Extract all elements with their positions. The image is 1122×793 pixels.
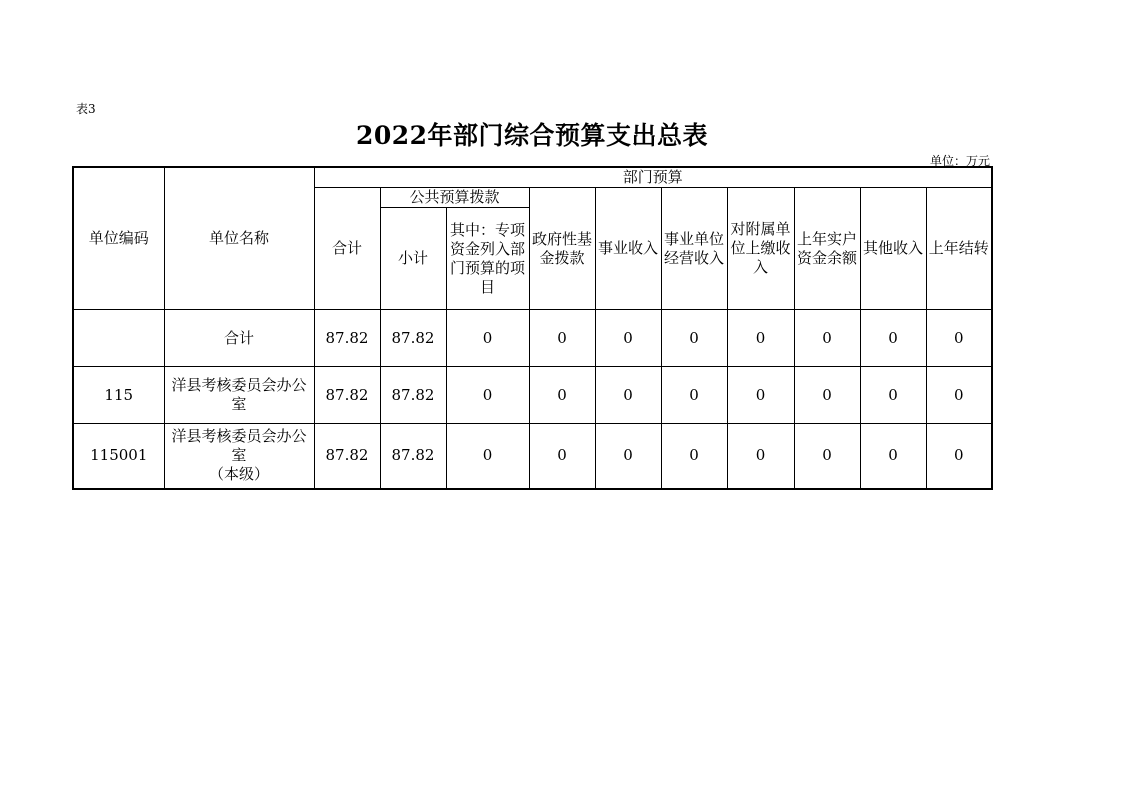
header-name: 单位名称 bbox=[164, 167, 314, 310]
cell-total: 87.82 bbox=[314, 367, 380, 424]
cell-business-income: 0 bbox=[595, 424, 661, 489]
page-title: 2022年部门综合预算支出总表 bbox=[355, 121, 709, 150]
cell-total: 87.82 bbox=[314, 424, 380, 489]
cell-subtotal: 87.82 bbox=[380, 424, 446, 489]
unit-label: 单位：万元 bbox=[929, 154, 990, 168]
cell-gov-fund: 0 bbox=[529, 310, 595, 367]
table-number: 表3 bbox=[76, 102, 96, 116]
header-other-income: 其他收入 bbox=[860, 188, 926, 310]
cell-name-sub: （本级） bbox=[208, 465, 269, 484]
cell-prior-balance: 0 bbox=[794, 367, 860, 424]
cell-business-income: 0 bbox=[595, 310, 661, 367]
table-row bbox=[73, 367, 992, 424]
header-public-alloc: 公共预算拨款 bbox=[380, 188, 529, 208]
cell-code: 115 bbox=[73, 367, 164, 424]
cell-name bbox=[164, 424, 314, 489]
cell-subordinate-income: 0 bbox=[727, 424, 794, 489]
cell-subtotal: 87.82 bbox=[380, 367, 446, 424]
cell-operating-income: 0 bbox=[661, 310, 727, 367]
cell-carryover: 0 bbox=[926, 367, 992, 424]
cell-special-funds: 0 bbox=[446, 424, 529, 489]
cell-name: 洋县考核委员会办公室 bbox=[164, 367, 314, 424]
cell-other-income: 0 bbox=[860, 424, 926, 489]
cell-operating-income: 0 bbox=[661, 367, 727, 424]
cell-name-main: 洋县考核委员会办公室 bbox=[171, 427, 307, 465]
cell-special-funds: 0 bbox=[446, 310, 529, 367]
header-business-income: 事业收入 bbox=[595, 188, 661, 310]
header-gov-fund: 政府性基金拨款 bbox=[529, 188, 595, 310]
cell-carryover: 0 bbox=[926, 424, 992, 489]
header-row-1 bbox=[73, 167, 992, 188]
header-special-funds: 其中：专项资金列入部门预算的项目 bbox=[446, 208, 529, 310]
cell-carryover: 0 bbox=[926, 310, 992, 367]
cell-business-income: 0 bbox=[595, 367, 661, 424]
cell-subordinate-income: 0 bbox=[727, 367, 794, 424]
cell-other-income: 0 bbox=[860, 310, 926, 367]
budget-table bbox=[72, 166, 993, 490]
cell-code bbox=[73, 310, 164, 367]
table-row bbox=[73, 424, 992, 489]
cell-gov-fund: 0 bbox=[529, 424, 595, 489]
cell-subordinate-income: 0 bbox=[727, 310, 794, 367]
header-carryover: 上年结转 bbox=[926, 188, 992, 310]
cell-subtotal: 87.82 bbox=[380, 310, 446, 367]
header-code: 单位编码 bbox=[73, 167, 164, 310]
cell-special-funds: 0 bbox=[446, 367, 529, 424]
cell-operating-income: 0 bbox=[661, 424, 727, 489]
cell-other-income: 0 bbox=[860, 367, 926, 424]
header-dept-budget: 部门预算 bbox=[314, 167, 992, 188]
header-subtotal: 小计 bbox=[380, 208, 446, 310]
table-row bbox=[73, 310, 992, 367]
header-subordinate-income: 对附属单位上缴收入 bbox=[727, 188, 794, 310]
header-operating-income: 事业单位经营收入 bbox=[661, 188, 727, 310]
header-total: 合计 bbox=[314, 188, 380, 310]
cell-prior-balance: 0 bbox=[794, 310, 860, 367]
cell-total: 87.82 bbox=[314, 310, 380, 367]
cell-prior-balance: 0 bbox=[794, 424, 860, 489]
cell-name: 合计 bbox=[164, 310, 314, 367]
cell-gov-fund: 0 bbox=[529, 367, 595, 424]
cell-code: 115001 bbox=[73, 424, 164, 489]
header-prior-balance: 上年实户资金余额 bbox=[794, 188, 860, 310]
